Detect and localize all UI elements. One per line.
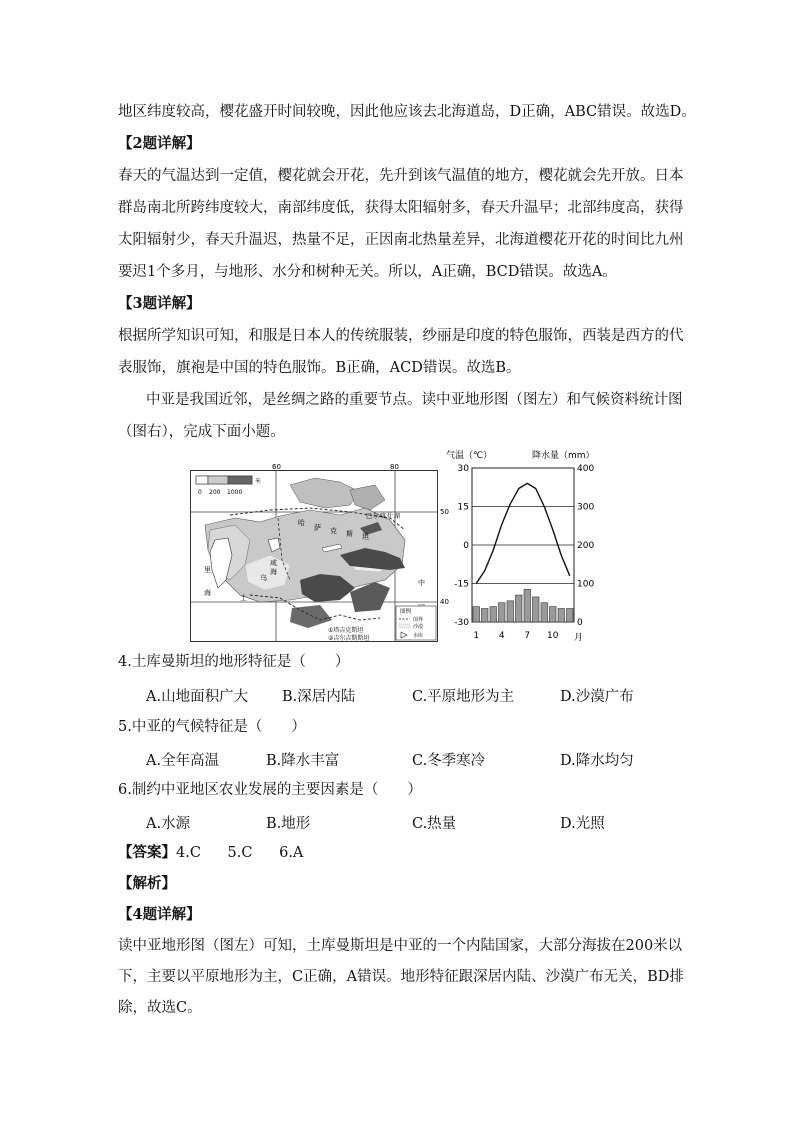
- q4-option-d: D.沙漠广布: [560, 689, 634, 705]
- scale-label: 米: [255, 478, 262, 485]
- precip-bar: [524, 589, 531, 622]
- map-note: ②吉尔吉斯斯坦: [328, 635, 370, 642]
- precip-bar: [533, 597, 540, 622]
- precip-bar: [516, 595, 523, 622]
- place-char: 哈: [298, 519, 305, 527]
- y-right-tick-label: 300: [577, 502, 595, 513]
- y-left-tick-label: -30: [454, 618, 469, 628]
- text-line: 读中亚地形图（图左）可知，土库曼斯坦是中亚的一个内陆国家，大部分海拔在200米以: [118, 938, 683, 954]
- text-line: 根据所学知识可知，和服是日本人的传统服装，纱丽是印度的特色服饰，西装是西方的代: [118, 328, 684, 344]
- y-left-tick-label: -15: [454, 579, 469, 590]
- analysis-label: 【解析】: [118, 875, 176, 892]
- place-char: 里: [204, 566, 211, 574]
- section-heading-4: 【4题详解】: [118, 906, 201, 923]
- legend-desert-symbol: [399, 624, 410, 628]
- answer-line: [118, 837, 678, 869]
- place-char: 咸: [270, 559, 277, 567]
- place-char: 什: [387, 513, 394, 520]
- question-5: 5.中亚的气候特征是（ ）: [118, 719, 306, 735]
- scale-swatch: [208, 476, 228, 484]
- place-char: 湖: [394, 513, 401, 520]
- scale-label: 1000: [227, 489, 243, 496]
- question-4: 4.土库曼斯坦的地形特征是（ ）: [118, 654, 350, 670]
- legend-item: 国界: [413, 617, 424, 623]
- precip-bar: [558, 609, 565, 622]
- answer-6: 6.A: [279, 845, 304, 861]
- text-line: 下，主要以平原地形为主，C正确，A错误。地形特征跟深居内陆、沙漠广布无关，BD排: [118, 969, 684, 985]
- precip-bar: [473, 607, 480, 622]
- place-char: 海: [204, 589, 211, 597]
- right-axis-label: 降水量（mm）: [532, 451, 595, 461]
- central-asia-terrain-map: [190, 463, 449, 642]
- place-char: 中: [418, 579, 425, 587]
- climate-chart-svg: [446, 450, 606, 646]
- lat-label: 40: [440, 598, 449, 606]
- scale-swatch: [228, 476, 252, 484]
- legend-item: 水库: [413, 633, 424, 639]
- text-line: 春天的气温达到一定值，樱花就会开花，先升到该气温值的地方，樱花就会先开放。日本: [118, 168, 684, 184]
- y-right-tick-label: 100: [577, 579, 595, 590]
- y-left-tick-label: 0: [463, 541, 469, 551]
- text-line: 群岛南北所跨纬度较大，南部纬度低，获得太阳辐射多，春天升温早；北部纬度高，获得: [118, 200, 684, 216]
- intro-line: （图右），完成下面小题。: [118, 424, 285, 440]
- place-char: 萨: [314, 524, 321, 532]
- answer-label: 【答案】: [118, 844, 176, 861]
- precip-bar: [499, 603, 506, 622]
- q5-option-b: B.降水丰富: [266, 753, 340, 769]
- legend-item: 沙漠: [413, 624, 424, 630]
- q4-option-a: A.山地面积广大: [146, 689, 249, 705]
- lon-label: 80: [390, 463, 399, 471]
- precip-bar: [567, 609, 574, 622]
- lon-label: 60: [272, 463, 281, 471]
- y-left-tick-label: 15: [457, 502, 469, 513]
- answer-4: 4.C: [176, 845, 201, 861]
- x-tick-label: 10: [547, 631, 559, 641]
- text-line: 除，故选C。: [118, 1000, 202, 1016]
- legend-title: 图例: [400, 609, 412, 615]
- precip-bar: [507, 601, 514, 622]
- text-line: 要迟1个多月，与地形、水分和树种无关。所以，A正确，BCD错误。故选A。: [118, 264, 617, 280]
- section-heading-2: 【2题详解】: [118, 135, 201, 152]
- place-char: 克: [330, 527, 337, 535]
- y-right-tick-label: 200: [577, 541, 595, 551]
- place-char: 巴: [366, 513, 373, 520]
- temperature-line: [476, 483, 570, 583]
- plot-area: [454, 464, 594, 641]
- x-tick-label: 7: [524, 631, 531, 641]
- climate-chart: [446, 450, 606, 646]
- y-left-tick-label: 30: [457, 464, 469, 474]
- precip-bar: [541, 603, 548, 622]
- q6-option-b: B.地形: [266, 816, 311, 832]
- x-tick-label: 4: [498, 631, 505, 641]
- lat-label: 50: [440, 508, 449, 516]
- intro-line: 中亚是我国近邻，是丝绸之路的重要节点。读中亚地形图（图左）和气候资料统计图: [146, 392, 683, 408]
- answer-5: 5.C: [227, 845, 253, 861]
- q6-option-a: A.水源: [146, 816, 191, 832]
- text-line: 表服饰，旗袍是中国的特色服饰。B正确，ACD错误。故选B。: [118, 360, 521, 376]
- precip-bar: [490, 607, 497, 622]
- y-right-tick-label: 400: [577, 464, 595, 474]
- q5-option-d: D.降水均匀: [560, 753, 634, 769]
- scale-label: 200: [209, 489, 221, 496]
- place-char: 乌: [260, 574, 267, 582]
- x-tick-label: 1: [473, 631, 480, 641]
- q6-option-d: D.光照: [560, 816, 605, 832]
- q4-option-c: C.平原地形为主: [412, 689, 515, 705]
- y-right-tick-label: 0: [577, 618, 583, 628]
- place-char: 斯: [346, 530, 353, 538]
- place-char: 海: [270, 568, 277, 576]
- place-char: 土: [240, 594, 247, 602]
- q6-option-c: C.热量: [412, 816, 457, 832]
- x-unit-label: 月: [574, 633, 584, 643]
- q4-option-b: B.深居内陆: [282, 689, 356, 705]
- section-heading-3: 【3题详解】: [118, 295, 201, 312]
- question-6: 6.制约中亚地区农业发展的主要因素是（ ）: [118, 782, 422, 798]
- left-axis-label: 气温（℃）: [446, 451, 493, 461]
- precip-bar: [550, 607, 557, 622]
- q5-option-a: A.全年高温: [146, 753, 220, 769]
- q5-option-c: C.冬季寒冷: [412, 753, 486, 769]
- scale-label: 0: [198, 489, 202, 496]
- map-note: ①塔吉克斯坦: [328, 627, 364, 634]
- place-char: 喀: [380, 513, 387, 520]
- scale-swatch: [196, 476, 208, 484]
- place-char: 尔: [373, 513, 380, 520]
- precip-bar: [482, 609, 489, 622]
- place-char: 坦: [362, 533, 369, 541]
- text-line: 地区纬度较高，樱花盛开时间较晚，因此他应该去北海道岛，D正确，ABC错误。故选D。: [118, 104, 696, 120]
- text-line: 太阳辐射少，春天升温迟，热量不足，正因南北热量差异，北海道樱花开花的时间比九州: [118, 232, 684, 248]
- map-svg: [190, 463, 449, 642]
